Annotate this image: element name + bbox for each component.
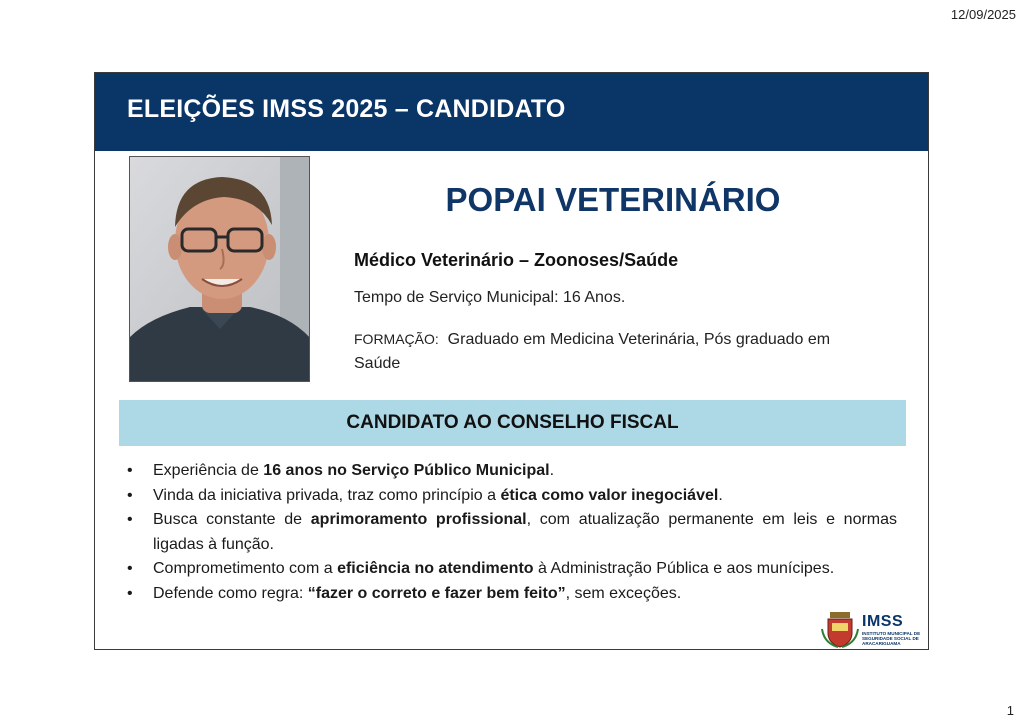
education-label: FORMAÇÃO: [354, 331, 439, 347]
education-text: Graduado em Medicina Veterinária, Pós graduado em Saúde [354, 331, 831, 372]
section-band [119, 400, 906, 446]
bullet-bold: aprimoramento profissional [310, 511, 527, 528]
slide-title: ELEIÇÕES IMSS 2025 – CANDIDATO [127, 95, 566, 123]
imss-logo [820, 609, 926, 649]
logo-name: IMSS [862, 613, 904, 630]
list-item [125, 557, 897, 582]
bullet-text: à Administração Pública e aos munícipes. [533, 560, 835, 577]
bullet-marker: • [127, 511, 133, 528]
bullet-text: . [718, 486, 723, 504]
candidate-photo [129, 156, 310, 382]
candidate-name: POPAI VETERINÁRIO [445, 181, 781, 218]
bullet-marker: • [127, 584, 133, 602]
list-item [125, 508, 897, 557]
bullet-text: Vinda da iniciativa privada, traz como princípio a [153, 486, 501, 504]
list-item [125, 582, 897, 607]
logo-subtitle: INSTITUTO MUNICIPAL DE SEGURIDADE SOCIAL DE ARACARIGUAMA [862, 631, 921, 646]
bullet-marker: • [127, 462, 133, 479]
qualifications-list [125, 459, 897, 606]
print-date: 12/09/2025 [950, 7, 1016, 22]
bullet-marker: • [127, 486, 133, 504]
bullet-text: , com atualização permanente em leis e normas ligadas à função. [153, 511, 898, 553]
bullet-bold: ética como valor inegociável [500, 486, 719, 504]
list-item [125, 484, 897, 509]
bullet-bold: “fazer o correto e fazer bem feito” [307, 584, 566, 602]
title-bar [95, 73, 928, 151]
bullet-marker: • [127, 560, 133, 577]
bullet-text: Busca constante de [153, 511, 311, 528]
bullet-text: . [549, 462, 555, 479]
candidate-slide [94, 72, 929, 650]
candidate-education [354, 327, 874, 376]
bullet-text: Experiência de [153, 462, 264, 479]
candidate-role: Médico Veterinário – Zoonoses/Saúde [354, 250, 679, 270]
section-title: CANDIDATO AO CONSELHO FISCAL [346, 412, 679, 433]
list-item [125, 459, 897, 484]
bullet-text: , sem exceções. [565, 584, 682, 602]
bullet-text: Defende como regra: [153, 584, 308, 602]
municipal-crest-icon [820, 609, 860, 649]
bullet-bold: eficiência no atendimento [337, 560, 534, 577]
candidate-tenure: Tempo de Serviço Municipal: 16 Anos. [354, 289, 626, 306]
page-number: 1 [1006, 703, 1014, 718]
bullet-bold: 16 anos no Serviço Público Municipal [263, 462, 550, 479]
bullet-text: Comprometimento com a [153, 560, 338, 577]
